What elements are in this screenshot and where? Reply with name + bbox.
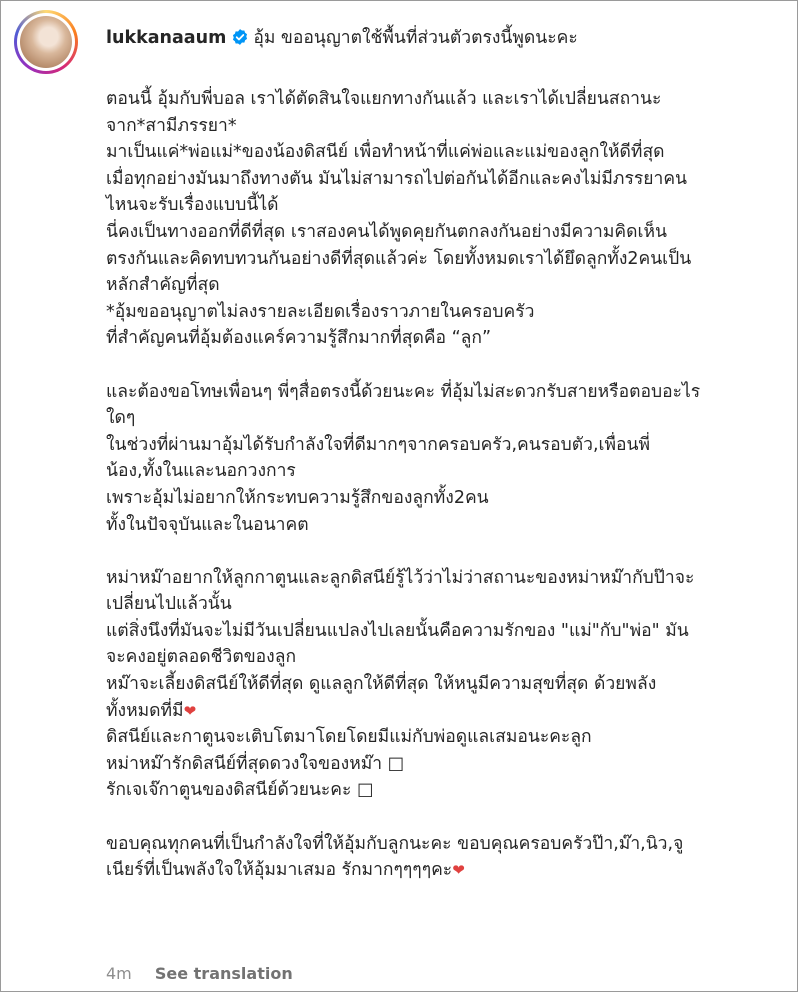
- post-header: [106, 24, 790, 52]
- caption-line: [106, 458, 786, 485]
- caption-line-text: น้อง,ทั้งในและนอกวงการ: [106, 461, 296, 482]
- see-translation-button[interactable]: See translation: [154, 964, 293, 983]
- caption-line-text: ตรงกันและคิดทบทวนกันอย่างดีที่สุดแล้วค่ะ โดยทั้งหมดเราได้ยึดลูกทั้ง2คนเป็น: [106, 248, 692, 269]
- caption-line-text: ดิสนีย์และกาตูนจะเติบโตมาโดยโดยมีแม่กับพ่อดูแลเสมอนะคะลูก: [106, 727, 592, 748]
- caption-line-text: หม๊าจะเลี้ยงดิสนีย์ให้ดีที่สุด ดูแลลูกให้ดีที่สุด ให้หนูมีความสุขที่สุด ด้วยพลัง: [106, 674, 657, 695]
- caption-line-text: แต่สิ่งนึงที่มันจะไม่มีวันเปลี่ยนแปลงไปเลยนั้นคือความรักของ "แม่"กับ"พ่อ" มัน: [106, 620, 689, 641]
- caption-line: [106, 432, 786, 459]
- username-link[interactable]: lukkanaaum: [106, 28, 227, 48]
- caption-line: [106, 671, 786, 698]
- caption-line-text: หลักสำคัญที่สุด: [106, 275, 220, 296]
- caption-line: [106, 857, 786, 884]
- caption-line-text: หม่าหม๊าอยากให้ลูกกาตูนและลูกดิสนีย์รู้ไว้ว่าไม่ว่าสถานะของหม่าหม๊ากับป๊าจะ: [106, 567, 695, 588]
- caption-line: [106, 166, 786, 193]
- caption-line: [106, 512, 786, 539]
- caption-line: [106, 246, 786, 273]
- caption-line: [106, 485, 786, 512]
- verified-badge-icon: [231, 28, 249, 46]
- caption-line: [106, 565, 786, 592]
- caption-line-text: เนียร์ที่เป็นพลังใจให้อุ้มมาเสมอ รักมากๆๆๆๆคะ: [106, 860, 453, 881]
- caption-line-text: หม่าหม๊ารักดิสนีย์ที่สุดดวงใจของหม๊า □: [106, 753, 405, 774]
- caption-line-text: ขอบคุณทุกคนที่เป็นกำลังใจที่ให้อุ้มกับลูกนะคะ ขอบคุณครอบครัวป๊า,ม๊า,นิว,จู: [106, 833, 684, 854]
- caption-line: [106, 751, 786, 778]
- caption-line-text: นี่คงเป็นทางออกที่ดีที่สุด เราสองคนได้พูดคุยกันตกลงกันอย่างมีความคิดเห็น: [106, 221, 667, 242]
- caption-line: [106, 219, 786, 246]
- caption-line: [106, 698, 786, 725]
- caption-body: [106, 86, 786, 884]
- caption-line-text: เมื่อทุกอย่างมันมาถึงทางตัน มันไม่สามารถไปต่อกันได้อีกและคงไม่มีภรรยาคน: [106, 168, 688, 189]
- avatar-image: [20, 16, 72, 68]
- heart-emoji-icon: ❤: [452, 861, 465, 880]
- caption-line: [106, 272, 786, 299]
- caption-line: [106, 299, 786, 326]
- caption-line: [106, 644, 786, 671]
- caption-line-text: ไหนจะรับเรื่องแบบนี้ได้: [106, 195, 279, 216]
- caption-line: [106, 831, 786, 858]
- caption-line-text: จะคงอยู่ตลอดชีวิตของลูก: [106, 647, 297, 668]
- caption-line-text: และต้องขอโทษเพื่อนๆ พี่ๆสื่อตรงนี้ด้วยนะคะ ที่อุ้มไม่สะดวกรับสายหรือตอบอะไร: [106, 381, 701, 402]
- caption-line: [106, 86, 786, 113]
- timestamp[interactable]: 4m: [106, 964, 132, 983]
- caption-line-text: มาเป็นแค่*พ่อแม่*ของน้องดิสนีย์ เพื่อทำหน้าที่แค่พ่อและแม่ของลูกให้ดีที่สุด: [106, 142, 665, 163]
- caption-line: [106, 591, 786, 618]
- caption-line: [106, 405, 786, 432]
- caption-title: อุ้ม ขออนุญาตใช้พื้นที่ส่วนตัวตรงนี้พูดนะคะ: [253, 28, 578, 48]
- caption-line-text: ทั้งในปัจจุบันและในอนาคต: [106, 514, 309, 535]
- caption-blank-line: [106, 804, 786, 831]
- caption-line: [106, 192, 786, 219]
- caption-line-text: ตอนนี้ อุ้มกับพี่บอล เราได้ตัดสินใจแยกทางกันแล้ว และเราได้เปลี่ยนสถานะ: [106, 89, 662, 109]
- caption-line: [106, 139, 786, 166]
- caption-line: [106, 618, 786, 645]
- caption-blank-line: [106, 352, 786, 379]
- caption-line-text: ที่สำคัญคนที่อุ้มต้องแคร์ความรู้สึกมากที่สุดคือ “ลูก”: [106, 328, 492, 349]
- caption-line: [106, 724, 786, 751]
- caption-line-text: *อุ้มขออนุญาตไม่ลงรายละเอียดเรื่องราวภายในครอบครัว: [106, 301, 535, 322]
- caption-blank-line: [106, 538, 786, 565]
- caption-line: [106, 379, 786, 406]
- caption-line-text: ในช่วงที่ผ่านมาอุ้มได้รับกำลังใจที่ดีมากๆจากครอบครัว,คนรอบตัว,เพื่อนพี่: [106, 434, 651, 455]
- caption-line-text: ใดๆ: [106, 408, 136, 429]
- caption-line-text: เพราะอุ้มไม่อยากให้กระทบความรู้สึกของลูกทั้ง2คน: [106, 487, 489, 508]
- caption-line-text: เปลี่ยนไปแล้วนั้น: [106, 594, 232, 615]
- caption-line-text: จาก*สามีภรรยา*: [106, 115, 237, 136]
- caption-line: [106, 777, 786, 804]
- caption-line-text: รักเจเจ๊กาตูนของดิสนีย์ด้วยนะคะ □: [106, 780, 374, 801]
- caption-line: [106, 325, 786, 352]
- heart-emoji-icon: ❤: [183, 701, 197, 720]
- caption-line-text: ทั้งหมดที่มี: [106, 700, 184, 721]
- caption-line: [106, 113, 786, 140]
- avatar[interactable]: [14, 10, 78, 74]
- post-footer: [106, 964, 293, 983]
